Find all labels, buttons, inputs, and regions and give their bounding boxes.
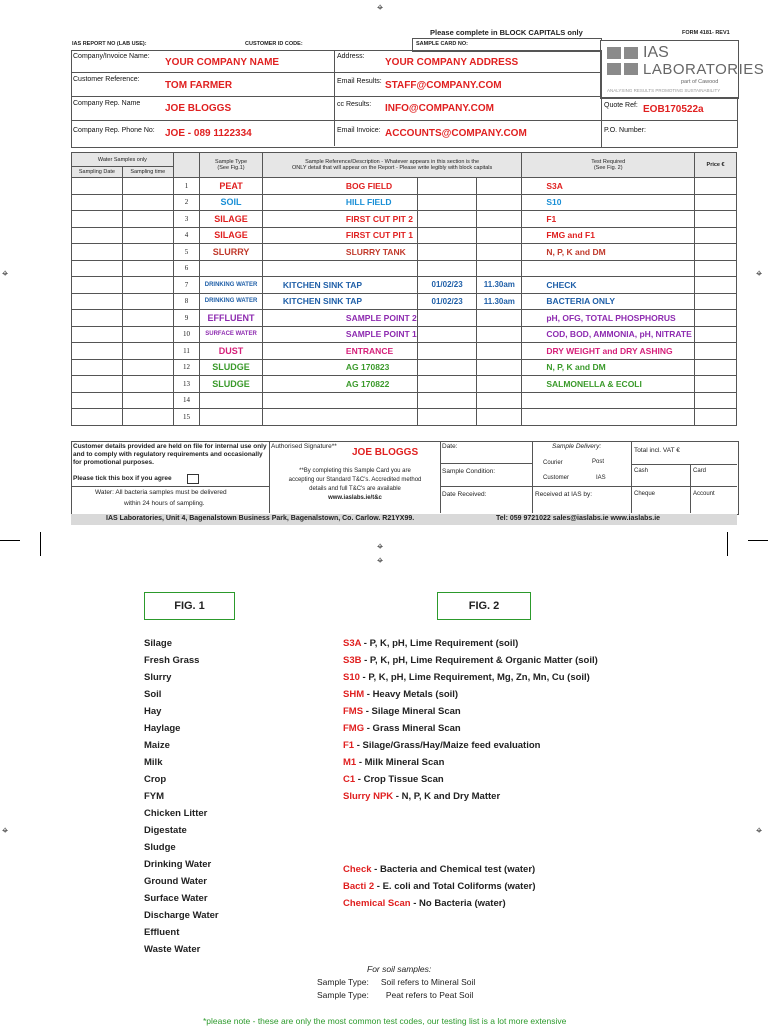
table-row xyxy=(72,211,737,228)
report-no-label: IAS REPORT NO (LAB USE): xyxy=(72,41,147,47)
table-row xyxy=(72,293,737,310)
sample-date-cell[interactable] xyxy=(417,194,477,211)
sample-date-cell[interactable] xyxy=(417,227,477,244)
sampling-time-cell[interactable] xyxy=(122,178,173,195)
sample-ref-cell[interactable] xyxy=(262,392,417,409)
sample-ref-cell[interactable]: AG 170822 xyxy=(262,376,417,393)
sample-type-cell[interactable]: DRINKING WATER xyxy=(200,277,263,294)
sample-type-cell[interactable]: SLUDGE xyxy=(200,359,263,376)
test-required-cell[interactable] xyxy=(522,260,695,277)
pay-card[interactable]: Card xyxy=(693,468,707,474)
delivery-ias[interactable]: IAS xyxy=(596,475,606,481)
rep-name-value[interactable]: JOE BLOGGS xyxy=(165,103,232,114)
price-cell[interactable] xyxy=(695,277,737,294)
fig2-item xyxy=(343,652,598,669)
customer-id-label: CUSTOMER ID CODE: xyxy=(245,41,303,47)
ias-logo xyxy=(600,40,765,99)
crop-mark xyxy=(748,540,768,541)
crop-mark xyxy=(727,532,728,556)
lab-contact: Tel: 059 9721022 sales@iaslabs.ie www.iaslabs.ie xyxy=(496,515,661,522)
sample-date-cell[interactable] xyxy=(417,376,477,393)
delivery-label: Sample Delivery: xyxy=(552,443,602,450)
fig1-item: Slurry xyxy=(144,672,172,683)
crop-mark xyxy=(40,532,41,556)
test-description: - Grass Mineral Scan xyxy=(364,723,461,734)
registration-mark-icon: ⌖ xyxy=(377,540,384,553)
email-invoice-value[interactable]: ACCOUNTS@COMPANY.COM xyxy=(385,128,527,139)
sample-time-cell[interactable] xyxy=(477,194,522,211)
total-label: Total incl. VAT € xyxy=(634,447,680,454)
test-code: Slurry NPK xyxy=(343,791,394,802)
sample-type-cell[interactable]: SILAGE xyxy=(200,227,263,244)
row-number: 5 xyxy=(173,244,199,261)
test-required-cell[interactable]: S10 xyxy=(522,194,695,211)
test-required-cell[interactable] xyxy=(522,409,695,426)
sample-ref-cell[interactable] xyxy=(262,260,417,277)
tick-label: Please tick this box if you agree xyxy=(73,475,172,482)
sampling-date-cell[interactable] xyxy=(72,244,123,261)
sample-time-cell[interactable] xyxy=(477,178,522,195)
sampling-time-cell[interactable] xyxy=(122,376,173,393)
fig2-item xyxy=(343,635,598,652)
logo-name-top: IAS xyxy=(643,44,669,61)
terms-note: **By completing this Sample Card you are accepting our Standard T&C's. Accredited method details and full T&C's are available www.iaslabs.ie/t&c xyxy=(288,468,422,501)
price-cell[interactable] xyxy=(695,194,737,211)
row-number: 9 xyxy=(173,310,199,327)
cc-results-label: cc Results: xyxy=(337,101,372,108)
row-number: 13 xyxy=(173,376,199,393)
row-number: 1 xyxy=(173,178,199,195)
sample-type-cell[interactable] xyxy=(200,409,263,426)
sample-time-cell[interactable] xyxy=(477,376,522,393)
test-required-cell[interactable]: CHECK xyxy=(522,277,695,294)
test-required-cell[interactable]: DRY WEIGHT and DRY ASHING xyxy=(522,343,695,360)
pay-cash[interactable]: Cash xyxy=(634,468,649,474)
fig2-item xyxy=(343,720,598,737)
table-row xyxy=(72,359,737,376)
price-cell[interactable] xyxy=(695,376,737,393)
sample-type-cell[interactable]: SLUDGE xyxy=(200,376,263,393)
price-cell[interactable] xyxy=(695,310,737,327)
sampling-date-cell[interactable] xyxy=(72,359,123,376)
sampling-time-cell[interactable] xyxy=(122,392,173,409)
fig2-item xyxy=(343,686,598,703)
soil-note-line2: Sample Type: Peat refers to Peat Soil xyxy=(317,990,474,1000)
price-cell[interactable] xyxy=(695,343,737,360)
sample-date-cell[interactable] xyxy=(417,343,477,360)
fig1-item: Soil xyxy=(144,689,162,700)
test-code: Check xyxy=(343,864,372,875)
registration-mark-icon: ⌖ xyxy=(2,824,9,837)
privacy-note: Customer details provided are held on file for internal use only and to comply with regulatory requirements and occasionally for promotional purposes. xyxy=(73,443,267,466)
fig1-item: Milk xyxy=(144,757,163,768)
sample-type-cell[interactable]: DRINKING WATER xyxy=(200,293,263,310)
sample-type-cell[interactable] xyxy=(200,392,263,409)
sample-date-cell[interactable] xyxy=(417,359,477,376)
test-code: S3B xyxy=(343,655,362,666)
water-note-2: within 24 hours of sampling. xyxy=(124,500,205,507)
sampling-time-cell[interactable] xyxy=(122,260,173,277)
sample-time-cell[interactable]: 11.30am xyxy=(477,293,522,310)
sample-type-cell[interactable]: EFFLUENT xyxy=(200,310,263,327)
registration-mark-icon: ⌖ xyxy=(377,1,384,14)
table-row xyxy=(72,260,737,277)
price-cell[interactable] xyxy=(695,359,737,376)
condition-label: Sample Condition: xyxy=(442,468,496,475)
reference-value[interactable]: TOM FARMER xyxy=(165,80,233,91)
fig2-item xyxy=(343,878,536,895)
received-by-label: Received at IAS by: xyxy=(535,491,593,498)
logo-tagline: ANALYSING RESULTS PROMOTING SUSTAINABILITY xyxy=(607,88,721,93)
sampling-time-cell[interactable] xyxy=(122,293,173,310)
samples-table xyxy=(71,152,737,426)
soil-note-title: For soil samples: xyxy=(367,964,432,974)
po-number-label: P.O. Number: xyxy=(604,127,646,134)
fig1-item: Waste Water xyxy=(144,944,201,955)
sampling-date-cell[interactable] xyxy=(72,409,123,426)
sample-ref-cell[interactable]: AG 170823 xyxy=(262,359,417,376)
fig1-item: Discharge Water xyxy=(144,910,219,921)
row-number: 12 xyxy=(173,359,199,376)
test-description: - Milk Mineral Scan xyxy=(356,757,445,768)
email-results-label: Email Results: xyxy=(337,78,382,85)
test-code: S3A xyxy=(343,638,362,649)
delivery-customer[interactable]: Customer xyxy=(543,475,570,481)
fig1-item: Effluent xyxy=(144,927,180,938)
fig2-item xyxy=(343,861,536,878)
sampling-time-cell[interactable] xyxy=(122,359,173,376)
price-cell[interactable] xyxy=(695,178,737,195)
sampling-time-header: Sampling time xyxy=(122,167,173,178)
price-cell[interactable] xyxy=(695,392,737,409)
registration-mark-icon: ⌖ xyxy=(2,267,9,280)
table-row xyxy=(72,392,737,409)
crop-mark xyxy=(0,540,20,541)
sample-card-label: SAMPLE CARD NO: xyxy=(416,41,468,47)
price-header: Price € xyxy=(695,153,737,178)
sampling-date-cell[interactable] xyxy=(72,227,123,244)
sample-date-cell[interactable] xyxy=(417,211,477,228)
test-required-cell[interactable] xyxy=(522,392,695,409)
sample-date-cell[interactable] xyxy=(417,260,477,277)
fig1-item: Chicken Litter xyxy=(144,808,208,819)
sampling-date-cell[interactable] xyxy=(72,194,123,211)
row-number: 2 xyxy=(173,194,199,211)
table-row xyxy=(72,194,737,211)
test-description: - Silage/Grass/Hay/Maize feed evaluation xyxy=(354,740,541,751)
sample-type-cell[interactable]: DUST xyxy=(200,343,263,360)
sample-ref-cell[interactable] xyxy=(262,409,417,426)
test-description: - P, K, pH, Lime Requirement (soil) xyxy=(361,638,519,649)
quote-ref-value[interactable]: EOB170522a xyxy=(643,104,704,115)
test-required-header: Test Required (See Fig. 2) xyxy=(522,153,695,178)
test-required-cell[interactable]: SALMONELLA & ECOLI xyxy=(522,376,695,393)
company-label: Company/Invoice Name: xyxy=(73,53,150,60)
fig1-item: Fresh Grass xyxy=(144,655,200,666)
sample-time-cell[interactable] xyxy=(477,260,522,277)
fig2-item xyxy=(343,669,598,686)
sampling-time-cell[interactable] xyxy=(122,326,173,343)
logo-crop-icon xyxy=(607,63,621,75)
rep-phone-label: Company Rep. Phone No: xyxy=(73,127,155,134)
fig2-item xyxy=(343,788,598,805)
registration-mark-icon: ⌖ xyxy=(756,824,763,837)
price-cell[interactable] xyxy=(695,244,737,261)
test-required-cell[interactable]: F1 xyxy=(522,211,695,228)
test-code: F1 xyxy=(343,740,355,751)
sampling-date-cell[interactable] xyxy=(72,178,123,195)
logo-water-icon xyxy=(624,63,638,75)
signature-label: Authorised Signature** xyxy=(271,443,337,450)
sampling-time-cell[interactable] xyxy=(122,211,173,228)
logo-animal-icon xyxy=(624,47,638,59)
lab-address: IAS Laboratories, Unit 4, Bagenalstown Business Park, Bagenalstown, Co. Carlow. R21YX99. xyxy=(106,515,415,522)
price-cell[interactable] xyxy=(695,260,737,277)
fig1-item: Surface Water xyxy=(144,893,208,904)
table-row xyxy=(72,376,737,393)
price-cell[interactable] xyxy=(695,409,737,426)
logo-lab-icon xyxy=(607,47,621,59)
sample-date-cell[interactable]: 01/02/23 xyxy=(417,277,477,294)
sampling-date-cell[interactable] xyxy=(72,376,123,393)
sampling-date-header: Sampling Date xyxy=(72,167,123,178)
row-number: 10 xyxy=(173,326,199,343)
test-code: M1 xyxy=(343,757,357,768)
price-cell[interactable] xyxy=(695,211,737,228)
pay-account[interactable]: Account xyxy=(693,491,715,497)
table-row xyxy=(72,227,737,244)
water-samples-header: Water Samples only xyxy=(72,153,174,167)
reference-label: Customer Reference: xyxy=(73,76,140,83)
test-description: - Crop Tissue Scan xyxy=(355,774,444,785)
test-code: Chemical Scan xyxy=(343,898,411,909)
email-invoice-label: Email Invoice: xyxy=(337,127,381,134)
fig1-list xyxy=(144,635,219,958)
sample-ref-cell[interactable]: HILL FIELD xyxy=(262,194,417,211)
company-value[interactable]: YOUR COMPANY NAME xyxy=(165,57,280,68)
sample-ref-header: Sample Reference/Description - Whatever appears in this section is the ONLY detail that will appear on the Report - Please write legibly with block capitals xyxy=(262,153,521,178)
sample-time-cell[interactable] xyxy=(477,244,522,261)
sample-type-cell[interactable]: SILAGE xyxy=(200,211,263,228)
fig2-item xyxy=(343,895,536,912)
row-number: 14 xyxy=(173,392,199,409)
price-cell[interactable] xyxy=(695,326,737,343)
logo-part-of: part of Cawood xyxy=(681,79,719,85)
sample-date-cell[interactable] xyxy=(417,392,477,409)
sample-ref-cell[interactable]: ENTRANCE xyxy=(262,343,417,360)
fig2-item xyxy=(343,754,598,771)
table-row xyxy=(72,310,737,327)
test-code: C1 xyxy=(343,774,356,785)
address-label: Address: xyxy=(337,53,365,60)
sampling-time-cell[interactable] xyxy=(122,343,173,360)
address-value[interactable]: YOUR COMPANY ADDRESS xyxy=(385,57,519,68)
registration-mark-icon: ⌖ xyxy=(756,267,763,280)
row-number: 8 xyxy=(173,293,199,310)
fig2-item xyxy=(343,771,598,788)
sampling-time-cell[interactable] xyxy=(122,409,173,426)
price-cell[interactable] xyxy=(695,227,737,244)
sampling-date-cell[interactable] xyxy=(72,293,123,310)
sample-time-cell[interactable] xyxy=(477,409,522,426)
date-label: Date: xyxy=(442,443,458,450)
sample-ref-cell[interactable]: BOG FIELD xyxy=(262,178,417,195)
sampling-date-cell[interactable] xyxy=(72,343,123,360)
sample-ref-cell[interactable]: FIRST CUT PIT 2 xyxy=(262,211,417,228)
sample-date-cell[interactable] xyxy=(417,178,477,195)
row-number: 15 xyxy=(173,409,199,426)
signature-value[interactable]: JOE BLOGGS xyxy=(352,447,419,458)
received-label: Date Received: xyxy=(442,491,487,498)
test-description: - Silage Mineral Scan xyxy=(363,706,461,717)
test-description: - P, K, pH, Lime Requirement, Mg, Zn, Mn, Cu (soil) xyxy=(359,672,590,683)
row-number: 6 xyxy=(173,260,199,277)
sample-ref-cell[interactable]: SLURRY TANK xyxy=(262,244,417,261)
fig1-item: Sludge xyxy=(144,842,176,853)
test-description: - P, K, pH, Lime Requirement & Organic Matter (soil) xyxy=(361,655,598,666)
sample-date-cell[interactable] xyxy=(417,409,477,426)
sample-time-cell[interactable] xyxy=(477,310,522,327)
row-number: 7 xyxy=(173,277,199,294)
fig1-item: Hay xyxy=(144,706,162,717)
sample-time-cell[interactable] xyxy=(477,392,522,409)
pay-cheque[interactable]: Cheque xyxy=(634,491,656,497)
test-description: - N, P, K and Dry Matter xyxy=(393,791,501,802)
block-capitals-note: Please complete in BLOCK CAPITALS only xyxy=(430,28,583,37)
sample-date-cell[interactable] xyxy=(417,310,477,327)
table-row xyxy=(72,343,737,360)
test-required-cell[interactable]: pH, OFG, TOTAL PHOSPHORUS xyxy=(522,310,695,327)
fig1-item: Haylage xyxy=(144,723,181,734)
fig1-item: FYM xyxy=(144,791,165,802)
table-row xyxy=(72,244,737,261)
registration-mark-icon: ⌖ xyxy=(377,554,384,567)
fig2-water-list xyxy=(343,861,536,912)
sampling-date-cell[interactable] xyxy=(72,326,123,343)
sample-type-cell[interactable]: SURFACE WATER xyxy=(200,326,263,343)
delivery-post[interactable]: Post xyxy=(592,459,605,465)
water-note-1: Water: All bacteria samples must be delivered xyxy=(95,489,227,496)
fig1-item: Maize xyxy=(144,740,170,751)
sample-type-header: Sample Type (See Fig.1) xyxy=(200,153,263,178)
delivery-courier[interactable]: Courier xyxy=(543,460,563,466)
sampling-time-cell[interactable] xyxy=(122,277,173,294)
sample-date-cell[interactable] xyxy=(417,326,477,343)
fig2-item xyxy=(343,703,598,720)
test-required-cell[interactable]: N, P, K and DM xyxy=(522,244,695,261)
sampling-date-cell[interactable] xyxy=(72,310,123,327)
sample-date-cell[interactable] xyxy=(417,244,477,261)
fig2-list xyxy=(343,635,598,805)
test-required-cell[interactable]: FMG and F1 xyxy=(522,227,695,244)
address-bar xyxy=(71,514,737,525)
test-code: Bacti 2 xyxy=(343,881,375,892)
test-required-cell[interactable]: S3A xyxy=(522,178,695,195)
test-required-cell[interactable]: N, P, K and DM xyxy=(522,359,695,376)
email-results-value[interactable]: STAFF@COMPANY.COM xyxy=(385,80,502,91)
form-code: FORM 4181- REV1 xyxy=(682,30,730,36)
test-required-cell[interactable]: COD, BOD, AMMONIA, pH, NITRATE xyxy=(522,326,695,343)
fig2-item xyxy=(343,737,598,754)
price-cell[interactable] xyxy=(695,293,737,310)
sample-type-cell[interactable] xyxy=(200,260,263,277)
test-code: FMS xyxy=(343,706,364,717)
test-description: - Bacteria and Chemical test (water) xyxy=(371,864,536,875)
sampling-date-cell[interactable] xyxy=(72,392,123,409)
fig1-item: Ground Water xyxy=(144,876,207,887)
table-row xyxy=(72,178,737,195)
rep-phone-value[interactable]: JOE - 089 1122334 xyxy=(165,128,252,139)
test-description: - Heavy Metals (soil) xyxy=(364,689,459,700)
sample-date-cell[interactable]: 01/02/23 xyxy=(417,293,477,310)
test-description: - No Bacteria (water) xyxy=(410,898,506,909)
table-row xyxy=(72,326,737,343)
fig2-title: FIG. 2 xyxy=(437,592,531,620)
fig1-item: Digestate xyxy=(144,825,187,836)
sample-type-cell[interactable]: SOIL xyxy=(200,194,263,211)
row-number: 11 xyxy=(173,343,199,360)
sampling-date-cell[interactable] xyxy=(72,211,123,228)
cc-results-value[interactable]: INFO@COMPANY.COM xyxy=(385,103,495,114)
sample-ref-cell[interactable]: KITCHEN SINK TAP xyxy=(262,277,417,294)
fig1-title: FIG. 1 xyxy=(144,592,235,620)
sampling-date-cell[interactable] xyxy=(72,260,123,277)
sample-ref-cell[interactable]: FIRST CUT PIT 1 xyxy=(262,227,417,244)
test-required-cell[interactable]: BACTERIA ONLY xyxy=(522,293,695,310)
fig1-item: Crop xyxy=(144,774,167,785)
sampling-time-cell[interactable] xyxy=(122,244,173,261)
sampling-time-cell[interactable] xyxy=(122,194,173,211)
sample-time-cell[interactable]: 11.30am xyxy=(477,277,522,294)
sample-time-cell[interactable] xyxy=(477,211,522,228)
rep-name-label: Company Rep. Name xyxy=(73,100,141,107)
test-code: FMG xyxy=(343,723,365,734)
sample-type-cell[interactable]: PEAT xyxy=(200,178,263,195)
sample-ref-cell[interactable]: KITCHEN SINK TAP xyxy=(262,293,417,310)
table-row xyxy=(72,409,737,426)
sample-time-cell[interactable] xyxy=(477,359,522,376)
soil-note-line1: Sample Type: Soil refers to Mineral Soil xyxy=(317,977,476,987)
fig1-item: Drinking Water xyxy=(144,859,212,870)
fig1-item: Silage xyxy=(144,638,172,649)
table-row xyxy=(72,277,737,294)
agree-checkbox[interactable] xyxy=(187,474,199,484)
sample-time-cell[interactable] xyxy=(477,343,522,360)
sample-ref-cell[interactable]: SAMPLE POINT 1 xyxy=(262,326,417,343)
row-number: 4 xyxy=(173,227,199,244)
test-code: S10 xyxy=(343,672,360,683)
row-number: 3 xyxy=(173,211,199,228)
sample-time-cell[interactable] xyxy=(477,227,522,244)
sample-ref-cell[interactable]: SAMPLE POINT 2 xyxy=(262,310,417,327)
sampling-date-cell[interactable] xyxy=(72,277,123,294)
sampling-time-cell[interactable] xyxy=(122,227,173,244)
test-description: - E. coli and Total Coliforms (water) xyxy=(374,881,536,892)
sampling-time-cell[interactable] xyxy=(122,310,173,327)
test-code: SHM xyxy=(343,689,365,700)
sample-type-cell[interactable]: SLURRY xyxy=(200,244,263,261)
bottom-note: *please note - these are only the most common test codes, our testing list is a lot more extensive xyxy=(203,1016,567,1026)
logo-name-bottom: LABORATORIES xyxy=(643,61,765,78)
quote-ref-label: Quote Ref: xyxy=(604,102,638,109)
sample-time-cell[interactable] xyxy=(477,326,522,343)
